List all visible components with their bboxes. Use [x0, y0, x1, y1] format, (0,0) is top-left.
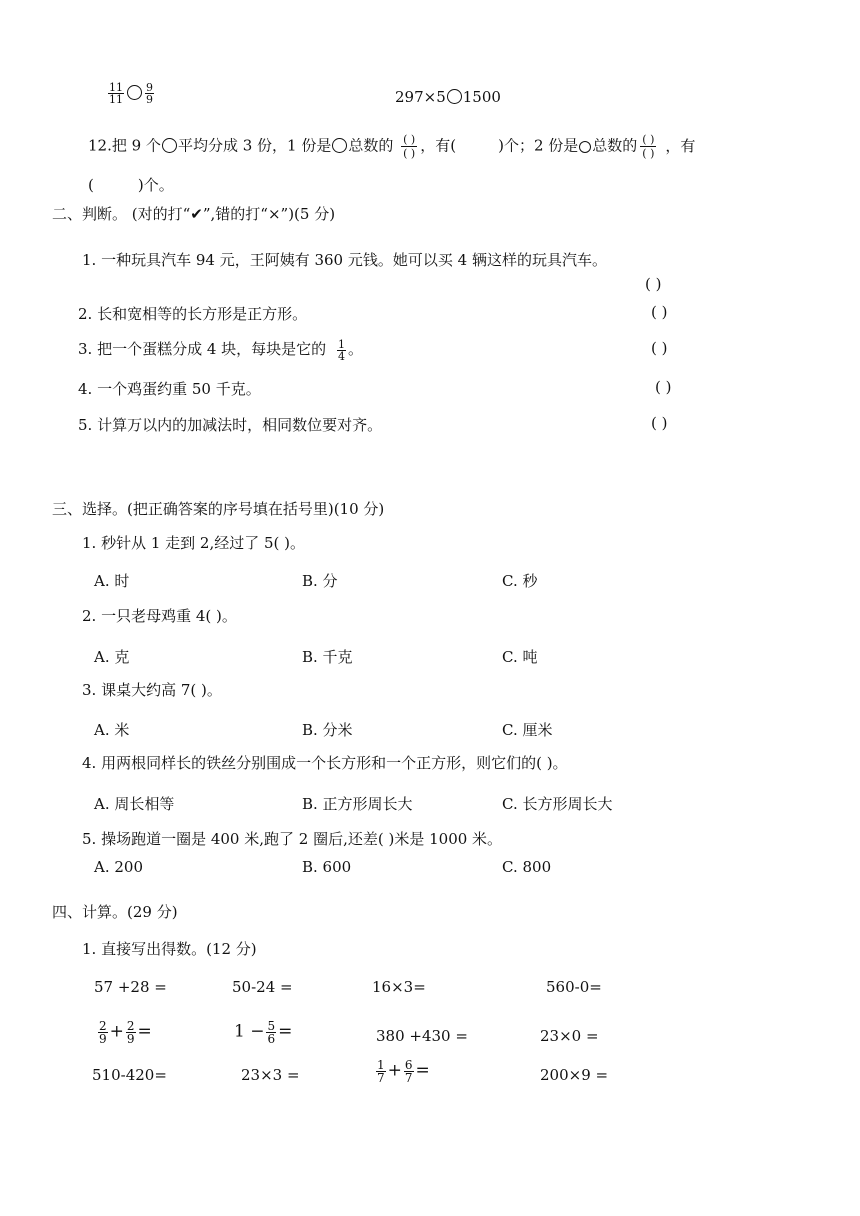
- fraction-denominator: 9: [126, 1032, 135, 1046]
- q12-text: 12.把 9 个: [88, 136, 161, 155]
- option-c[interactable]: C. 长方形周长大: [502, 795, 613, 813]
- calc-item-fraction-diff: [234, 1020, 292, 1045]
- answer-paren[interactable]: ( ): [655, 378, 672, 396]
- fraction-numerator: 2: [126, 1019, 135, 1033]
- fraction: [98, 1020, 108, 1045]
- section-3-heading: 三、选择。(把正确答案的序号填在括号里)(10 分): [52, 500, 385, 518]
- blank-numerator: ( ): [403, 133, 416, 146]
- answer-blank-fraction[interactable]: [640, 134, 656, 159]
- option-a[interactable]: A. 200: [94, 858, 143, 876]
- judge-item-3: [78, 338, 363, 362]
- blank-denominator: ( ): [403, 147, 416, 160]
- judge-item-3-end: 。: [347, 340, 363, 358]
- fraction-left: [108, 82, 124, 105]
- fraction-numerator: 9: [146, 81, 153, 94]
- equals: =: [415, 1060, 430, 1081]
- question-12: [88, 134, 695, 159]
- calc-item: 560-0=: [546, 978, 602, 996]
- choice-question-1: 1. 秒针从 1 走到 2,经过了 5( )。: [82, 534, 306, 552]
- calc-item: 16×3=: [372, 978, 426, 996]
- fraction-quarter: [337, 339, 346, 362]
- circle-icon: [162, 138, 177, 153]
- option-c[interactable]: C. 800: [502, 858, 552, 876]
- compare-circle-icon: [447, 89, 462, 104]
- fraction: [126, 1020, 136, 1045]
- blank-denominator: ( ): [642, 147, 655, 160]
- judge-item-3-text: 3. 把一个蛋糕分成 4 块，每块是它的: [78, 340, 327, 358]
- judge-item-4: 4. 一个鸡蛋约重 50 千克。: [78, 380, 261, 398]
- fraction-right: [145, 82, 154, 105]
- choice-question-3: 3. 课桌大约高 7( )。: [82, 681, 222, 699]
- calc-item-fraction-sum: [374, 1059, 430, 1084]
- fraction-numerator: 2: [99, 1019, 107, 1033]
- fraction-denominator: 7: [404, 1071, 413, 1085]
- option-a[interactable]: A. 克: [94, 648, 130, 666]
- option-c[interactable]: C. 吨: [502, 648, 538, 666]
- fraction: [376, 1059, 386, 1084]
- calc-item: 50-24 =: [232, 978, 293, 996]
- judge-item-2: 2. 长和宽相等的长方形是正方形。: [78, 305, 308, 323]
- fraction-numerator: 11: [109, 81, 123, 94]
- equals: =: [278, 1021, 293, 1042]
- calc-item-fraction-sum: [96, 1020, 152, 1045]
- option-a[interactable]: A. 时: [94, 572, 130, 590]
- answer-paren[interactable]: ( ): [651, 339, 668, 357]
- compare-circle-icon: [127, 85, 142, 100]
- fraction-numerator: 6: [404, 1058, 413, 1072]
- option-b[interactable]: B. 千克: [302, 648, 353, 666]
- q12-text: ，有: [665, 136, 696, 155]
- calc-item: 23×3 =: [241, 1066, 300, 1084]
- judge-item-5: 5. 计算万以内的加减法时，相同数位要对齐。: [78, 416, 383, 434]
- q12-text: ，有(: [420, 136, 457, 155]
- option-b[interactable]: B. 分: [302, 572, 338, 590]
- expr-right: 1500: [462, 88, 501, 106]
- fraction: [266, 1020, 276, 1045]
- blank-numerator: ( ): [642, 133, 655, 146]
- q12-text: 平均分成 3 份，1 份是: [177, 136, 332, 155]
- section-4-heading: 四、计算。(29 分): [52, 903, 178, 921]
- operator: +: [387, 1060, 402, 1081]
- option-c[interactable]: C. 厘米: [502, 721, 553, 739]
- judge-item-1: 1. 一种玩具汽车 94 元，王阿姨有 360 元钱。她可以买 4 辆这样的玩具汽车。: [82, 251, 607, 269]
- choice-question-5: 5. 操场跑道一圈是 400 米,跑了 2 圈后,还差( )米是 1000 米。: [82, 830, 503, 848]
- q12-text: (: [88, 176, 94, 194]
- calc-item: 380 +430 =: [376, 1027, 468, 1045]
- expr-left: 297×5: [395, 88, 446, 106]
- fraction-denominator: 4: [337, 349, 345, 363]
- answer-paren[interactable]: ( ): [651, 414, 668, 432]
- q12-text: )个。: [137, 176, 174, 194]
- circle-icon: [579, 141, 591, 153]
- choice-question-2: 2. 一只老母鸡重 4( )。: [82, 607, 237, 625]
- circle-icon: [332, 138, 347, 153]
- fraction-numerator: 5: [267, 1019, 276, 1033]
- fraction-numerator: 1: [337, 337, 345, 351]
- fraction-numerator: 1: [377, 1058, 385, 1072]
- answer-paren[interactable]: ( ): [645, 275, 662, 293]
- answer-blank-fraction[interactable]: [401, 134, 417, 159]
- fraction-denominator: 11: [109, 93, 123, 106]
- calc-item: 23×0 =: [540, 1027, 599, 1045]
- calc-item: 57 +28 =: [94, 978, 167, 996]
- equals: =: [137, 1021, 152, 1042]
- top-compare-product: [395, 88, 501, 106]
- option-a[interactable]: A. 米: [94, 721, 130, 739]
- answer-paren[interactable]: ( ): [651, 303, 668, 321]
- section-2-heading: 二、判断。 (对的打“✔”,错的打“×”)(5 分): [52, 205, 336, 223]
- choice-question-4: 4. 用两根同样长的铁丝分别围成一个长方形和一个正方形，则它们的( )。: [82, 754, 568, 772]
- top-compare-fraction: [106, 82, 156, 105]
- fraction-denominator: 9: [146, 93, 153, 106]
- fraction-denominator: 6: [267, 1032, 276, 1046]
- q12-text: 总数的: [348, 136, 394, 155]
- calc-item: 510-420=: [92, 1066, 167, 1084]
- operator: +: [109, 1021, 124, 1042]
- fraction-denominator: 9: [99, 1032, 107, 1046]
- option-a[interactable]: A. 周长相等: [94, 795, 175, 813]
- q12-text: )个；2 份是: [498, 136, 579, 155]
- question-12-line2: [88, 174, 174, 195]
- q12-text: 总数的: [592, 136, 638, 155]
- fraction: [404, 1059, 414, 1084]
- option-b[interactable]: B. 分米: [302, 721, 353, 739]
- fraction-denominator: 7: [377, 1071, 385, 1085]
- option-c[interactable]: C. 秒: [502, 572, 538, 590]
- minuend: 1 −: [234, 1021, 265, 1042]
- calc-item: 200×9 =: [540, 1066, 609, 1084]
- calc-sub-1: 1. 直接写出得数。(12 分): [82, 940, 257, 958]
- option-b[interactable]: B. 600: [302, 858, 352, 876]
- option-b[interactable]: B. 正方形周长大: [302, 795, 413, 813]
